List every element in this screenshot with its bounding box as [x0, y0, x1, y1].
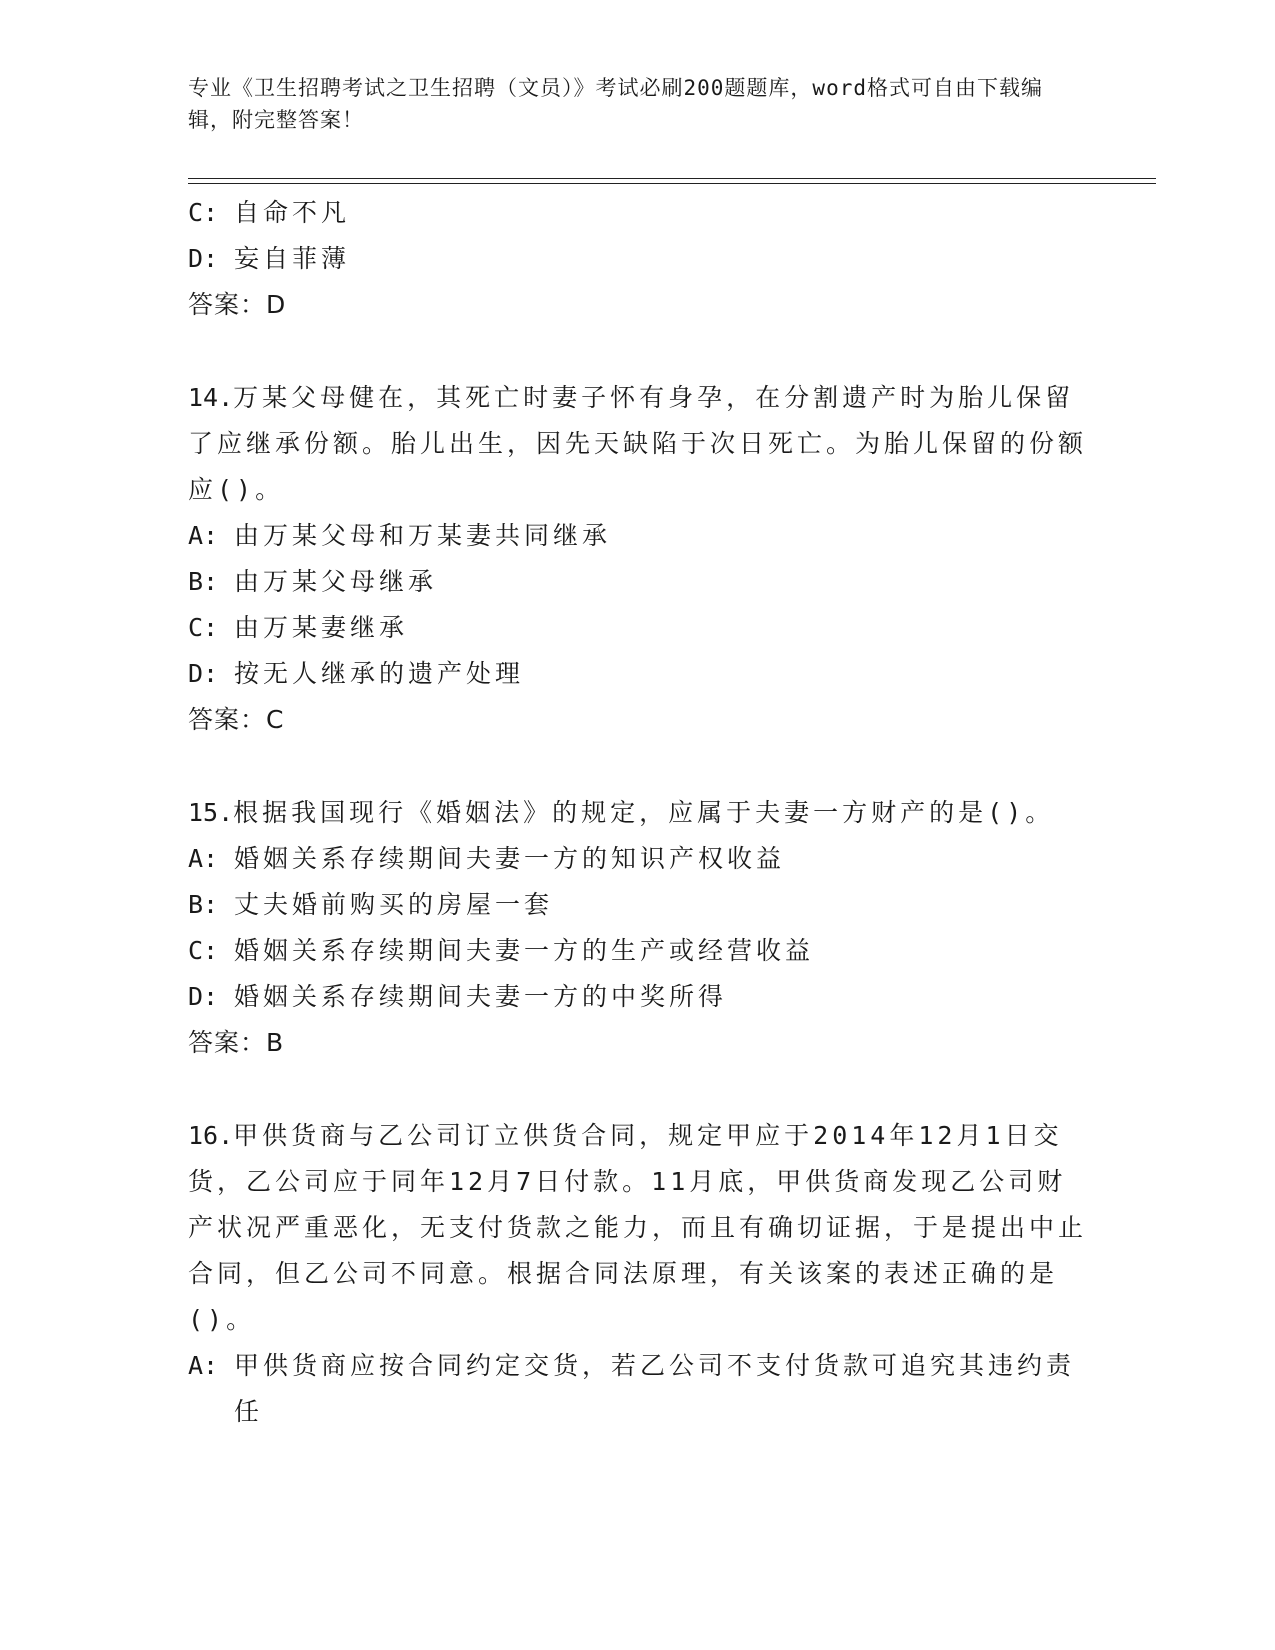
- option-c: C: 自命不凡: [188, 198, 351, 227]
- option-d: D: 婚姻关系存续期间夫妻一方的中奖所得: [188, 982, 728, 1011]
- answer: 答案：C: [188, 705, 285, 734]
- page-header: [188, 72, 1068, 136]
- question-content: [188, 190, 1088, 1435]
- question-stem: 万某父母健在，其死亡时妻子怀有身孕，在分割遗产时为胎儿保留了应继承份额。胎儿出生，因先天缺陷于次日死亡。为胎儿保留的份额应()。: [188, 383, 1088, 504]
- option-c: C: 婚姻关系存续期间夫妻一方的生产或经营收益: [188, 936, 815, 965]
- answer: 答案：D: [188, 290, 287, 319]
- header-divider-bottom: [188, 183, 1156, 184]
- option-b: B: 丈夫婚前购买的房屋一套: [188, 890, 554, 919]
- question-stem: 甲供货商与乙公司订立供货合同，规定甲应于2014年12月1日交货，乙公司应于同年12月7日付款。11月底，甲供货商发现乙公司财产状况严重恶化，无支付货款之能力，而且有确切证据，于是提出中止合同，但乙公司不同意。根据合同法原理，有关该案的表述正确的是()。: [188, 1121, 1088, 1334]
- option-c: C: 由万某妻继承: [188, 613, 409, 642]
- question-number: 15.: [188, 798, 234, 827]
- question-number: 16.: [188, 1121, 234, 1150]
- question-15: [188, 790, 1088, 836]
- header-divider-top: [188, 178, 1156, 179]
- question-16: [188, 1113, 1088, 1343]
- question-number: 14.: [188, 383, 234, 412]
- option-b: B: 由万某父母继承: [188, 567, 438, 596]
- question-stem: 根据我国现行《婚姻法》的规定，应属于夫妻一方财产的是()。: [233, 798, 1055, 827]
- option-d: D: 按无人继承的遗产处理: [188, 659, 525, 688]
- option-d: D: 妄自菲薄: [188, 244, 351, 273]
- option-a: A: 由万某父母和万某妻共同继承: [188, 521, 612, 550]
- question-14: [188, 375, 1088, 513]
- answer: 答案：B: [188, 1028, 285, 1057]
- header-text: 专业《卫生招聘考试之卫生招聘（文员）》考试必刷200题题库，word格式可自由下载编辑，附完整答案！: [188, 76, 1043, 132]
- option-a: A: 婚姻关系存续期间夫妻一方的知识产权收益: [188, 844, 786, 873]
- option-a: A: 甲供货商应按合同约定交货，若乙公司不支付货款可追究其违约责任: [188, 1351, 1076, 1426]
